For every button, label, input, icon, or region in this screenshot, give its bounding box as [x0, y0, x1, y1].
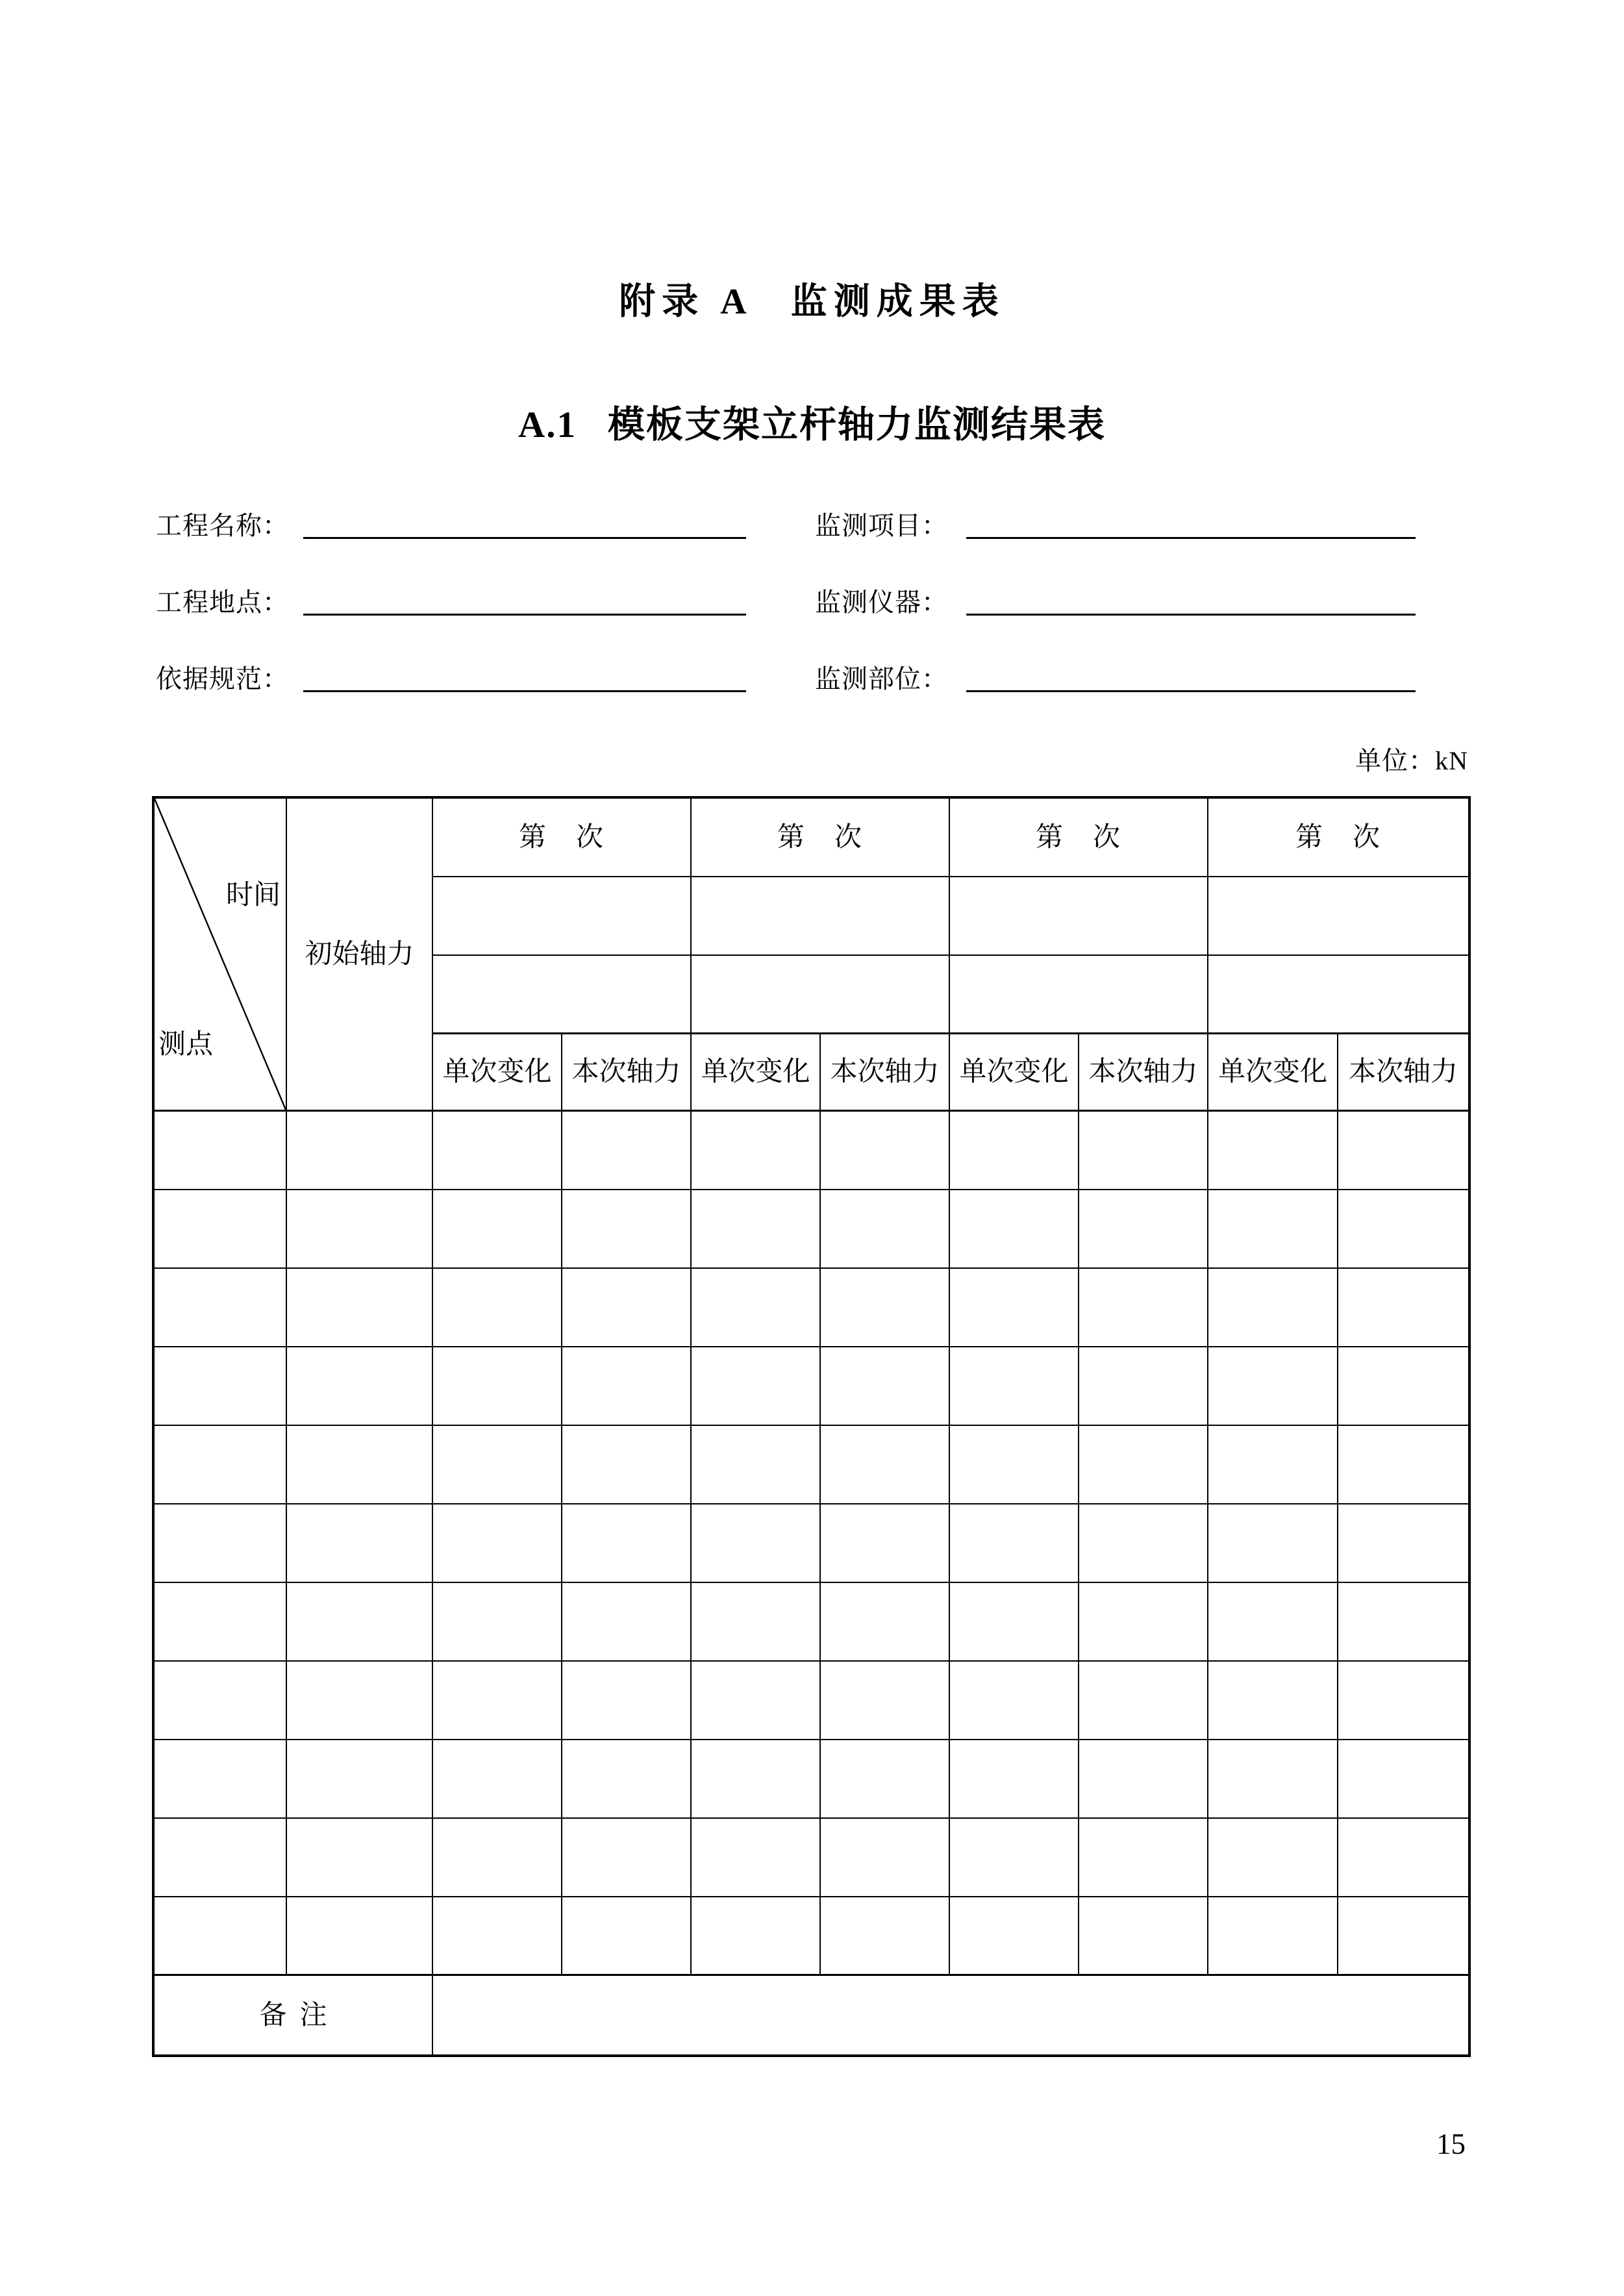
table-body-cell — [692, 1583, 821, 1662]
table-corner-cell — [155, 799, 287, 1112]
table-body-cell — [287, 1347, 433, 1426]
table-body-cell — [155, 1740, 287, 1819]
monitor-table — [152, 796, 1471, 2057]
table-body-cell — [562, 1819, 692, 1897]
corner-point-label: 测点 — [158, 1030, 214, 1060]
table-body-cell — [821, 1662, 950, 1740]
table-body-cell — [692, 1662, 821, 1740]
corner-time-label: 时间 — [225, 880, 281, 910]
table-body-cell — [1338, 1819, 1468, 1897]
session-blank-cell — [433, 877, 692, 956]
table-body-cell — [1208, 1583, 1338, 1662]
session-header-cell: 第 次 — [1208, 799, 1468, 877]
table-body-cell — [950, 1426, 1079, 1504]
table-body-cell — [287, 1583, 433, 1662]
table-body-cell — [1079, 1662, 1208, 1740]
page-title-appendix: 附录 A — [619, 282, 753, 322]
table-body-cell — [1079, 1897, 1208, 1976]
table-body-cell — [950, 1347, 1079, 1426]
table-body-cell — [155, 1426, 287, 1504]
session-header-cell: 第 次 — [692, 799, 950, 877]
subheader-single-change: 单次变化 — [1208, 1034, 1338, 1112]
table-body-cell — [1338, 1583, 1468, 1662]
page-title — [0, 273, 1624, 325]
table-body-cell — [950, 1819, 1079, 1897]
table-body-cell — [821, 1112, 950, 1190]
table-body-cell — [287, 1819, 433, 1897]
table-body-cell — [1338, 1662, 1468, 1740]
table-body-cell — [950, 1662, 1079, 1740]
unit-note: 单位：kN — [1355, 746, 1468, 775]
session-blank-cell — [433, 956, 692, 1034]
table-body-cell — [1079, 1426, 1208, 1504]
table-body-cell — [562, 1583, 692, 1662]
table-body-cell — [562, 1740, 692, 1819]
table-body-cell — [950, 1740, 1079, 1819]
table-body-cell — [692, 1740, 821, 1819]
table-body-cell — [950, 1190, 1079, 1269]
table-body-cell — [155, 1819, 287, 1897]
table-body-cell — [950, 1897, 1079, 1976]
subheader-current-axial: 本次轴力 — [1079, 1034, 1208, 1112]
table-body-cell — [821, 1819, 950, 1897]
form-row-reference-code — [156, 664, 746, 695]
form-label: 监测部位： — [815, 664, 948, 693]
table-body-cell — [287, 1897, 433, 1976]
form-row-project-name — [156, 510, 746, 542]
form-row-monitor-item — [815, 510, 1416, 542]
table-body-cell — [1338, 1347, 1468, 1426]
table-body-cell — [950, 1583, 1079, 1662]
table-body-cell — [821, 1347, 950, 1426]
table-body-cell — [155, 1662, 287, 1740]
page-title-text: 监测成果表 — [790, 282, 1005, 322]
session-blank-cell — [950, 877, 1208, 956]
table-body-cell — [821, 1426, 950, 1504]
table-body-cell — [1208, 1662, 1338, 1740]
table-body-cell — [821, 1583, 950, 1662]
table-body-cell — [692, 1897, 821, 1976]
table-body-cell — [950, 1269, 1079, 1347]
subheader-single-change: 单次变化 — [433, 1034, 562, 1112]
table-body-cell — [1338, 1426, 1468, 1504]
table-body-cell — [287, 1740, 433, 1819]
table-body-cell — [692, 1819, 821, 1897]
table-body-cell — [950, 1112, 1079, 1190]
table-body-cell — [433, 1112, 562, 1190]
table-body-cell — [433, 1269, 562, 1347]
table-body-cell — [1079, 1190, 1208, 1269]
section-number: A.1 — [518, 405, 577, 445]
table-body-cell — [1208, 1190, 1338, 1269]
table-body-cell — [155, 1583, 287, 1662]
table-body-cell — [1079, 1112, 1208, 1190]
table-body-cell — [155, 1347, 287, 1426]
session-blank-cell — [692, 877, 950, 956]
table-body-cell — [1338, 1897, 1468, 1976]
table-body-cell — [287, 1190, 433, 1269]
table-body-cell — [433, 1583, 562, 1662]
table-body-cell — [155, 1504, 287, 1583]
subheader-current-axial: 本次轴力 — [821, 1034, 950, 1112]
section-subtitle — [0, 395, 1624, 448]
table-body-cell — [821, 1190, 950, 1269]
page-number: 15 — [1436, 2128, 1466, 2160]
session-header-cell: 第 次 — [950, 799, 1208, 877]
table-body-cell — [1079, 1740, 1208, 1819]
table-body-cell — [950, 1504, 1079, 1583]
table-body-cell — [692, 1190, 821, 1269]
table-body-cell — [1338, 1740, 1468, 1819]
table-body-cell — [155, 1190, 287, 1269]
session-blank-cell — [950, 956, 1208, 1034]
form-label: 工程名称： — [156, 511, 289, 540]
form-row-monitor-location — [815, 664, 1416, 695]
form-row-monitor-instrument — [815, 587, 1416, 618]
table-body-cell — [1208, 1347, 1338, 1426]
table-body-cell — [155, 1897, 287, 1976]
form-label: 工程地点： — [156, 588, 289, 617]
table-body-cell — [1079, 1819, 1208, 1897]
form-underline — [303, 690, 746, 692]
table-body-cell — [1208, 1504, 1338, 1583]
subheader-single-change: 单次变化 — [692, 1034, 821, 1112]
table-body-cell — [287, 1269, 433, 1347]
table-body-cell — [433, 1819, 562, 1897]
table-body-cell — [692, 1504, 821, 1583]
form-underline — [966, 537, 1416, 539]
table-body-cell — [433, 1504, 562, 1583]
table-body-cell — [1079, 1504, 1208, 1583]
table-body-cell — [1338, 1190, 1468, 1269]
initial-axial-force-header: 初始轴力 — [287, 799, 433, 1112]
table-body-cell — [1079, 1583, 1208, 1662]
form-underline — [303, 537, 746, 539]
table-body-cell — [692, 1426, 821, 1504]
table-body-cell — [562, 1504, 692, 1583]
table-body-cell — [1079, 1347, 1208, 1426]
form-label: 监测项目： — [815, 511, 948, 540]
form-label: 依据规范： — [156, 664, 289, 693]
table-body-cell — [433, 1426, 562, 1504]
table-body-cell — [287, 1662, 433, 1740]
table-body-cell — [821, 1740, 950, 1819]
subheader-single-change: 单次变化 — [950, 1034, 1079, 1112]
table-body-cell — [821, 1504, 950, 1583]
table-body-cell — [433, 1740, 562, 1819]
remark-value-cell — [433, 1976, 1468, 2054]
diagonal-divider — [155, 799, 286, 1110]
table-body-cell — [562, 1190, 692, 1269]
table-body-cell — [562, 1112, 692, 1190]
table-body-cell — [155, 1112, 287, 1190]
form-row-project-site — [156, 587, 746, 618]
table-body-cell — [433, 1190, 562, 1269]
subheader-current-axial: 本次轴力 — [1338, 1034, 1468, 1112]
table-body-cell — [821, 1269, 950, 1347]
section-title-text: 模板支架立杆轴力监测结果表 — [607, 405, 1106, 445]
table-body-cell — [1208, 1269, 1338, 1347]
table-body-cell — [1208, 1740, 1338, 1819]
table-body-cell — [1338, 1269, 1468, 1347]
form-underline — [966, 614, 1416, 616]
session-header-cell: 第 次 — [433, 799, 692, 877]
session-blank-cell — [692, 956, 950, 1034]
table-body-cell — [692, 1112, 821, 1190]
table-body-cell — [433, 1897, 562, 1976]
form-label: 监测仪器： — [815, 588, 948, 617]
table-body-cell — [1208, 1819, 1338, 1897]
table-body-cell — [821, 1897, 950, 1976]
table-body-cell — [1338, 1504, 1468, 1583]
table-body-cell — [692, 1269, 821, 1347]
session-blank-cell — [1208, 877, 1468, 956]
table-body-cell — [562, 1662, 692, 1740]
table-body-cell — [1338, 1112, 1468, 1190]
session-blank-cell — [1208, 956, 1468, 1034]
table-body-cell — [433, 1662, 562, 1740]
table-body-cell — [562, 1269, 692, 1347]
subheader-current-axial: 本次轴力 — [562, 1034, 692, 1112]
remark-label-cell: 备注 — [155, 1976, 433, 2054]
table-body-cell — [562, 1347, 692, 1426]
table-body-cell — [287, 1112, 433, 1190]
table-body-cell — [1208, 1897, 1338, 1976]
table-body-cell — [1079, 1269, 1208, 1347]
table-body-cell — [562, 1426, 692, 1504]
table-body-cell — [287, 1504, 433, 1583]
table-body-cell — [155, 1269, 287, 1347]
table-body-cell — [1208, 1112, 1338, 1190]
table-body-cell — [287, 1426, 433, 1504]
form-underline — [966, 690, 1416, 692]
form-underline — [303, 614, 746, 616]
table-body-cell — [692, 1347, 821, 1426]
table-body-cell — [433, 1347, 562, 1426]
table-body-cell — [562, 1897, 692, 1976]
table-body-cell — [1208, 1426, 1338, 1504]
